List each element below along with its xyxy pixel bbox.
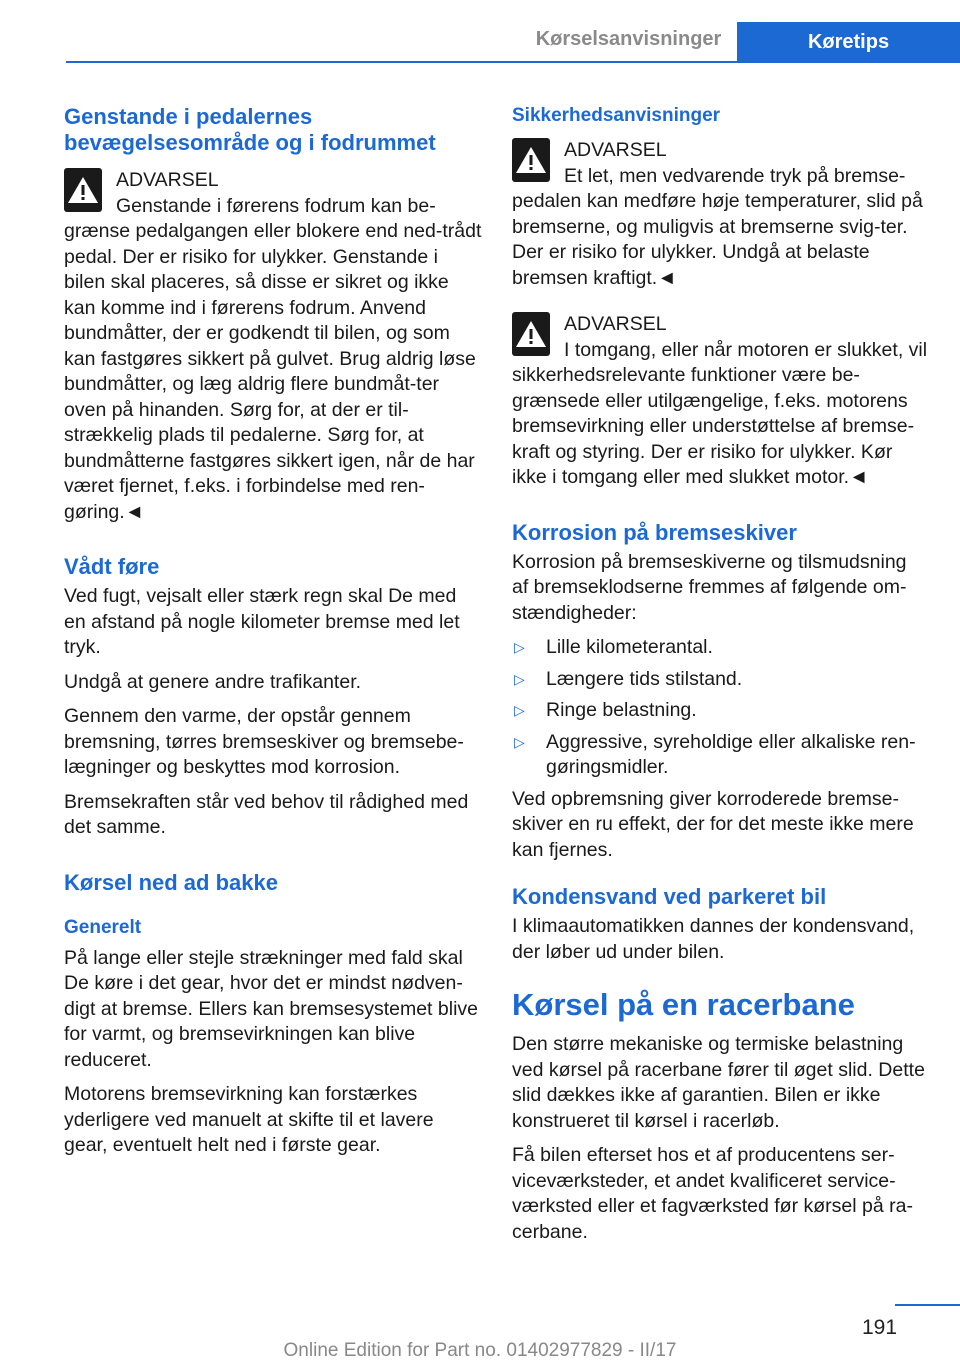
paragraph: Bremsekraften står ved behov til rådighed med det samme. xyxy=(64,790,469,838)
warning-title: ADVARSEL xyxy=(564,313,667,335)
warning-title: ADVARSEL xyxy=(564,139,667,161)
page-number: 191 xyxy=(862,1316,898,1339)
heading-brake-corrosion: Korrosion på bremseskiver xyxy=(512,519,797,545)
paragraph: Motorens bremsevirkning kan forstærkes yderligere ved manuelt at skifte til et lavere gear, eventuelt helt ned i første gear. xyxy=(64,1083,434,1156)
heading-downhill: Kørsel ned ad bakke xyxy=(64,869,278,895)
paragraph: Ved opbremsning giver korroderede bremse-skiver en ru effekt, der for det meste ikke mere kan fjernes. xyxy=(512,787,914,861)
warning-text: Et let, men vedvarende tryk på bremse-pedalen kan medføre høje temperaturer, slid på bremserne, og muligvis at bremserne svig-ter. Der er risiko for ulykker. Undgå at belaste bremsen kraftigt.◄ xyxy=(512,164,923,289)
list-item: ▷ Lille kilometerantal. xyxy=(512,635,928,661)
heading-wet-roads: Vådt føre xyxy=(64,554,160,579)
warning-block xyxy=(512,138,928,291)
left-column xyxy=(64,104,482,1168)
right-column xyxy=(512,104,928,1254)
list-item: ▷ Ringe belastning. xyxy=(512,698,928,724)
paragraph: På lange eller stejle strækninger med fald skal De køre i det gear, hvor det er mindst nødven-digt at bremse. Ellers kan bremsesystemet blive for varmt, og bremsevirkningen kan blive reduceret. xyxy=(64,946,478,1071)
paragraph: Undgå at genere andre trafikanter. xyxy=(64,670,362,693)
paragraph: Ved fugt, vejsalt eller stærk regn skal De med en afstand på nogle kilometer bremse med let tryk. xyxy=(64,585,460,658)
warning-icon xyxy=(512,312,550,356)
page-header xyxy=(0,0,960,62)
subheading-general: Generelt xyxy=(64,916,142,938)
warning-icon xyxy=(64,168,102,212)
subheading-safety: Sikkerhedsanvisninger xyxy=(512,105,721,126)
corrosion-list xyxy=(512,635,928,781)
header-rule xyxy=(66,61,960,63)
bullet-triangle-icon: ▷ xyxy=(514,733,525,750)
paragraph: Gennem den varme, der opstår gennem bremsning, tørres bremseskiver og bremsebe-lægninger og beskyttes mod korrosion. xyxy=(64,705,464,778)
warning-block xyxy=(64,168,482,525)
heading-objects-footwell: Genstande i pedalernes bevægelsesområde og i fodrummet xyxy=(64,104,436,155)
paragraph: Den større mekaniske og termiske belastning ved kørsel på racerbane fører til øget slid. Dette slid dækkes ikke af garantien. Bilen er ikke konstrueret til kørsel i racerløb. xyxy=(512,1033,925,1132)
chapter-tab: Køretips xyxy=(737,22,960,62)
warning-text: Genstande i førerens fodrum kan be-grænse pedalgangen eller blokere end ned-trådt pedal. Der er risiko for ulykker. Genstande i bilen skal placeres, så disse er sikret og ikke kan komme ind i førerens fodrum. Anvend bundmåtter, der er godkendt til bilen, og som kan fastgøres sikkert på gulvet. Brug aldrig løse bundmåtter, og læg aldrig flere bundmåt-ter oven på hinanden. Sørg for, at der er til-strækkelig plads til pedalerne. Sørg for, at bundmåtterne fastgøres sikkert igen, når de har været fjernet, f.eks. i forbindelse med ren-gøring.◄ xyxy=(64,194,482,523)
section-tab: Kørselsanvisninger xyxy=(535,28,722,50)
warning-icon xyxy=(512,138,550,182)
list-item: ▷ Aggressive, syreholdige eller alkaliske ren-gøringsmidler. xyxy=(514,730,916,778)
paragraph: Få bilen efterset hos et af producentens ser-viceværksteder, et andet kvalificeret service-værksted eller et fagværksted før kørsel på ra-cerbane. xyxy=(512,1144,913,1243)
bullet-triangle-icon: ▷ xyxy=(514,702,525,718)
paragraph: I klimaautomatikken dannes der kondensvand, der løber ud under bilen. xyxy=(512,915,915,963)
list-item: ▷ Længere tids stilstand. xyxy=(512,667,928,693)
heading-condensate: Kondensvand ved parkeret bil xyxy=(512,884,827,909)
heading-racetrack: Kørsel på en racerbane xyxy=(512,987,855,1022)
warning-block xyxy=(512,312,928,491)
warning-title: ADVARSEL xyxy=(116,169,219,191)
edition-note: Online Edition for Part no. 01402977829 - II/17 xyxy=(283,1340,677,1361)
warning-text: I tomgang, eller når motoren er slukket, vil sikkerhedsrelevante funktioner være be-grænsede eller utilgængelige, f.eks. motorens bremsevirkning eller understøttelse af bremse-kraft og styring. Der er risiko for ulykker. Kør ikke i tomgang eller med slukket motor.◄ xyxy=(512,338,928,488)
footer-rule xyxy=(895,1304,960,1306)
paragraph: Korrosion på bremseskiverne og tilsmudsning af bremseklodserne fremmes af følgende om-stændigheder: xyxy=(512,550,907,624)
bullet-triangle-icon: ▷ xyxy=(514,639,525,655)
bullet-triangle-icon: ▷ xyxy=(514,670,525,687)
